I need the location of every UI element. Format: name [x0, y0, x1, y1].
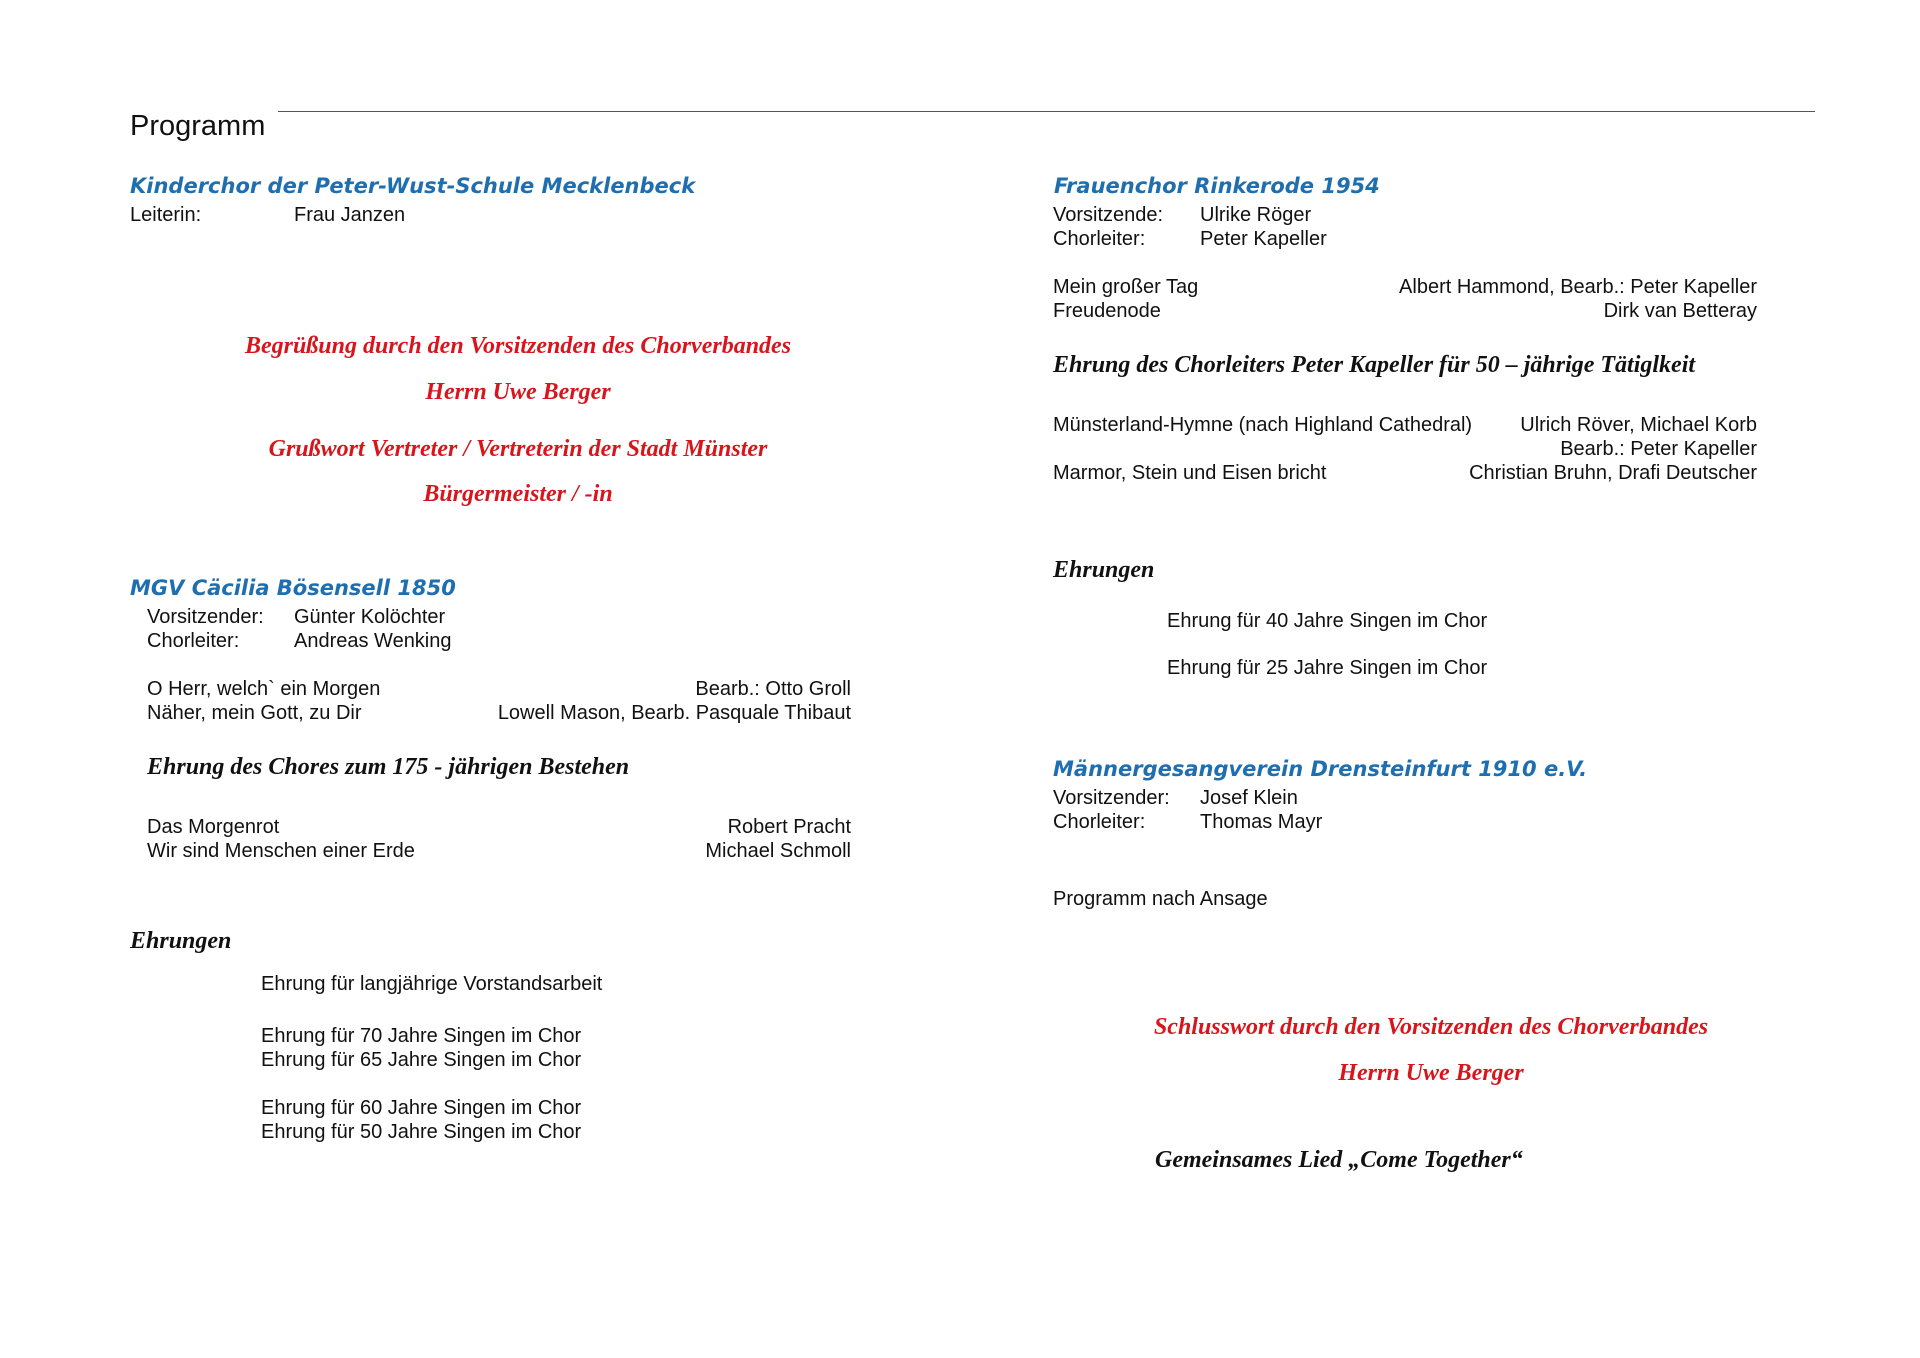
song-author: Christian Bruhn, Drafi Deutscher — [1469, 462, 1757, 484]
greeting-name: Herrn Uwe Berger — [425, 379, 611, 405]
choir-name-mgv: MGV Cäcilia Bösensell 1850 — [130, 576, 456, 600]
header-rule — [278, 111, 1815, 112]
ehrung-item: Ehrung für 40 Jahre Singen im Chor — [1167, 610, 1488, 632]
song-title: Münsterland-Hymne (nach Highland Cathedral) — [1053, 414, 1473, 436]
conductor-label: Chorleiter: — [1053, 811, 1146, 833]
song-title: Marmor, Stein und Eisen bricht — [1053, 462, 1327, 484]
song-arranger: Bearb.: Peter Kapeller — [1560, 438, 1757, 460]
ehrung-item: Ehrung für 70 Jahre Singen im Chor — [261, 1025, 582, 1047]
song-author: Ulrich Röver, Michael Korb — [1520, 414, 1757, 436]
chair-label: Vorsitzender: — [1053, 787, 1170, 809]
song-author: Michael Schmoll — [705, 840, 851, 862]
conductor-value: Thomas Mayr — [1200, 811, 1323, 833]
leader-value: Frau Janzen — [294, 204, 406, 226]
chair-label: Vorsitzende: — [1053, 204, 1164, 226]
choir-name-kinderchor: Kinderchor der Peter-Wust-Schule Mecklenbeck — [130, 174, 696, 198]
ehrung-item: Ehrung für 50 Jahre Singen im Chor — [261, 1121, 582, 1143]
chair-label: Vorsitzender: — [147, 606, 264, 628]
ehrung-item: Ehrung für 60 Jahre Singen im Chor — [261, 1097, 582, 1119]
honor-heading: Ehrung des Chorleiters Peter Kapeller für 50 – jährige Tätiglkeit — [1053, 352, 1696, 378]
song-title: Freudenode — [1053, 300, 1161, 322]
program-note: Programm nach Ansage — [1053, 888, 1268, 910]
song-author: Lowell Mason, Bearb. Pasquale Thibaut — [497, 702, 851, 724]
ehrung-item: Ehrung für 25 Jahre Singen im Chor — [1167, 657, 1488, 679]
song-author: Bearb.: Otto Groll — [695, 678, 851, 700]
song-title: O Herr, welch` ein Morgen — [147, 678, 381, 700]
grusswort-line: Grußwort Vertreter / Vertreterin der Stadt Münster — [268, 436, 768, 462]
ehrung-item: Ehrung für langjährige Vorstandsarbeit — [261, 973, 603, 995]
ehrungen-heading: Ehrungen — [1053, 557, 1155, 583]
song-title: Das Morgenrot — [147, 816, 280, 838]
conductor-value: Andreas Wenking — [294, 630, 452, 652]
greeting-line: Begrüßung durch den Vorsitzenden des Chorverbandes — [244, 333, 792, 359]
song-title: Mein großer Tag — [1053, 276, 1199, 298]
song-author: Robert Pracht — [727, 816, 851, 838]
page-title: Programm — [130, 110, 266, 142]
ehrungen-heading: Ehrungen — [130, 928, 232, 954]
honor-heading: Ehrung des Chores zum 175 - jährigen Bestehen — [147, 754, 630, 780]
choir-name-mgv-drensteinfurt: Männergesangverein Drensteinfurt 1910 e.V. — [1053, 757, 1588, 781]
closing-name: Herrn Uwe Berger — [1338, 1060, 1524, 1086]
song-title: Näher, mein Gott, zu Dir — [147, 702, 362, 724]
joint-song: Gemeinsames Lied „Come Together“ — [1155, 1147, 1523, 1173]
chair-value: Josef Klein — [1200, 787, 1298, 809]
song-author: Albert Hammond, Bearb.: Peter Kapeller — [1399, 276, 1757, 298]
leader-label: Leiterin: — [130, 204, 202, 226]
choir-name-frauenchor: Frauenchor Rinkerode 1954 — [1054, 174, 1380, 198]
conductor-label: Chorleiter: — [1053, 228, 1146, 250]
ehrung-item: Ehrung für 65 Jahre Singen im Chor — [261, 1049, 582, 1071]
mayor-line: Bürgermeister / -in — [423, 481, 613, 507]
chair-value: Günter Kolöchter — [294, 606, 446, 628]
chair-value: Ulrike Röger — [1200, 204, 1312, 226]
conductor-label: Chorleiter: — [147, 630, 240, 652]
song-title: Wir sind Menschen einer Erde — [147, 840, 415, 862]
conductor-value: Peter Kapeller — [1200, 228, 1327, 250]
song-author: Dirk van Betteray — [1603, 300, 1757, 322]
closing-line: Schlusswort durch den Vorsitzenden des Chorverbandes — [1153, 1014, 1709, 1040]
